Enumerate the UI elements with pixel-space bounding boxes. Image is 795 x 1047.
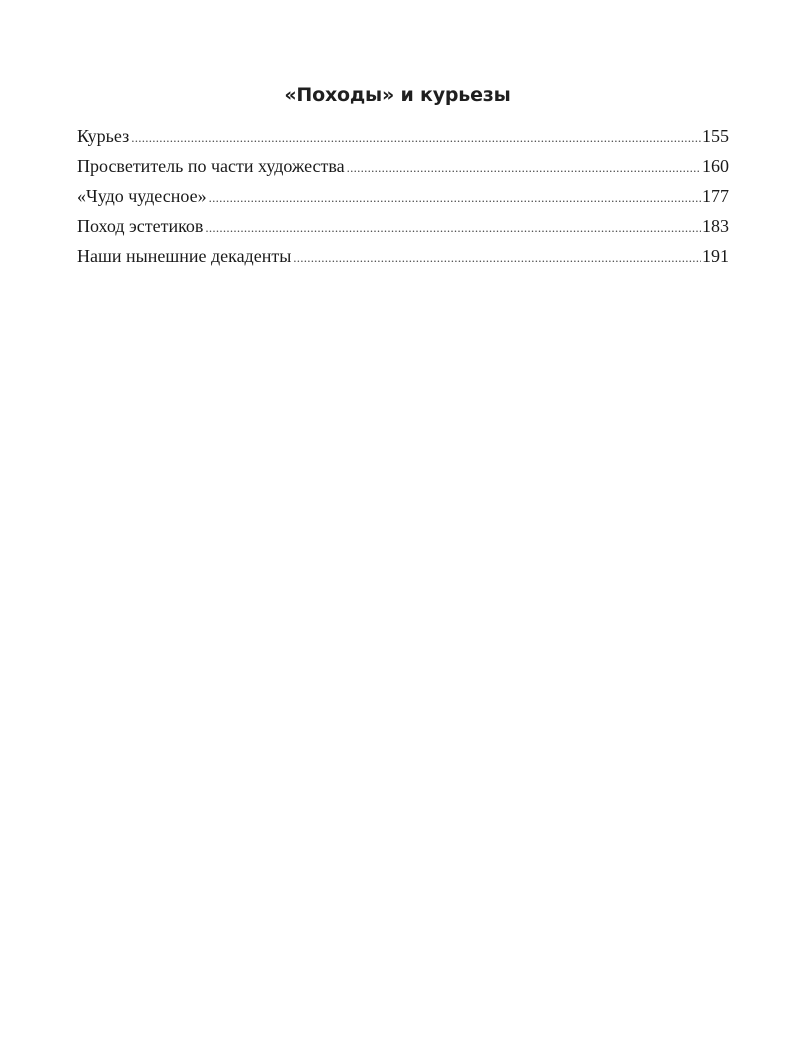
dot-leader bbox=[131, 130, 701, 146]
toc-entry-title: Просветитель по части художества bbox=[77, 156, 345, 176]
dot-leader bbox=[347, 160, 701, 176]
toc-entry bbox=[77, 156, 729, 186]
dot-leader bbox=[209, 190, 701, 206]
toc-entry-title: Курьез bbox=[77, 126, 130, 146]
section-title: «Походы» и курьезы bbox=[284, 84, 511, 106]
toc-entry-page: 183 bbox=[702, 216, 729, 236]
toc-entry bbox=[77, 246, 729, 276]
toc-entry-title: «Чудо чудесное» bbox=[77, 186, 207, 206]
dot-leader bbox=[205, 220, 701, 236]
toc-entry-title: Наши нынешние декаденты bbox=[77, 246, 292, 266]
toc-entry-page: 177 bbox=[702, 186, 729, 206]
toc-entry-page: 155 bbox=[702, 126, 729, 146]
toc-entry bbox=[77, 216, 729, 246]
dot-leader bbox=[293, 250, 701, 266]
toc-entry-page: 160 bbox=[702, 156, 729, 176]
toc-entry-title: Поход эстетиков bbox=[77, 216, 204, 236]
table-of-contents bbox=[77, 126, 729, 276]
toc-entry bbox=[77, 126, 729, 156]
toc-entry-page: 191 bbox=[702, 246, 729, 266]
toc-entry bbox=[77, 186, 729, 216]
